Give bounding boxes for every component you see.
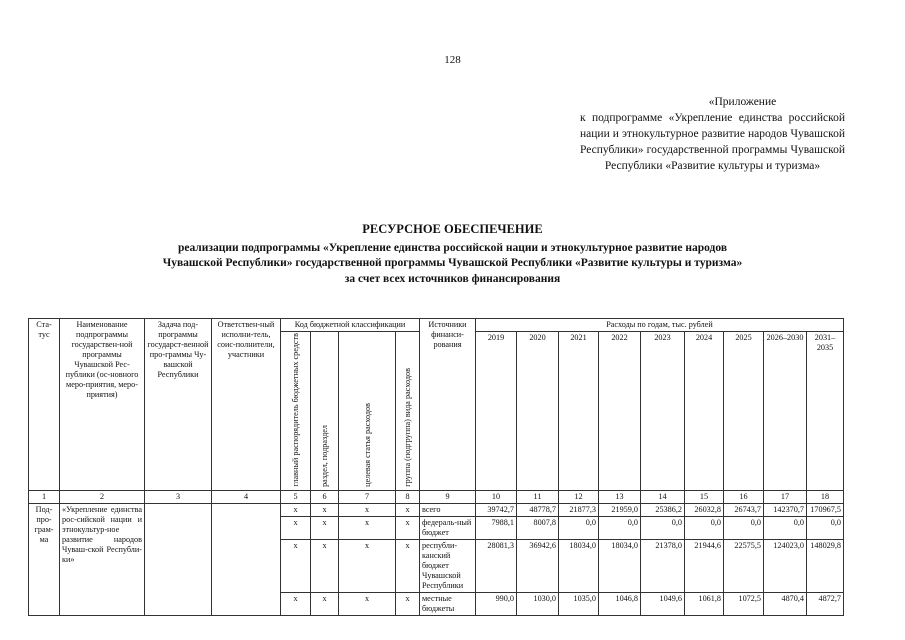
source-cell: республи-канский бюджет Чувашской Республики [420, 540, 476, 593]
value-cell: 39742,7 [476, 504, 517, 517]
col-number: 14 [641, 491, 685, 504]
value-cell: 0,0 [685, 517, 724, 540]
value-cell: 48778,7 [517, 504, 559, 517]
code-cell: x [281, 540, 311, 593]
value-cell: 36942,6 [517, 540, 559, 593]
col-number: 4 [212, 491, 281, 504]
col-number: 18 [807, 491, 844, 504]
task-cell [145, 504, 212, 616]
title-line-3: за счет всех источников финансирования [344, 272, 561, 285]
value-cell: 1046,8 [599, 593, 641, 616]
status-cell: Под-про-грам-ма [29, 504, 60, 616]
header-year: 2024 [685, 332, 724, 491]
col-number: 8 [396, 491, 420, 504]
value-cell: 124023,0 [764, 540, 807, 593]
appendix-head: «Приложение [708, 96, 777, 108]
col-number: 15 [685, 491, 724, 504]
header-responsible: Ответствен-ный исполни-тель, соис-полнители, участники [212, 319, 281, 491]
col-number: 11 [517, 491, 559, 504]
code-cell: x [281, 504, 311, 517]
column-number-row [29, 491, 844, 504]
title-line-2: Чувашской Республики» государственной программы Чувашской Республики «Развитие культуры и туризма» [162, 257, 743, 269]
value-cell: 1049,6 [641, 593, 685, 616]
col-number: 6 [311, 491, 339, 504]
code-cell: x [311, 517, 339, 540]
value-cell: 0,0 [599, 517, 641, 540]
code-cell: x [311, 504, 339, 517]
header-year: 2022 [599, 332, 641, 491]
header-year: 2023 [641, 332, 685, 491]
value-cell: 0,0 [559, 517, 599, 540]
header-expenses: Расходы по годам, тыс. рублей [476, 319, 844, 332]
header-code-section [311, 332, 339, 491]
document-title [40, 222, 865, 287]
code-cell: x [339, 504, 396, 517]
value-cell: 21959,0 [599, 504, 641, 517]
code-cell: x [339, 593, 396, 616]
code-article-label: целевая статья расходов [362, 402, 372, 487]
code-group-label: группа (подгруппа) вида расходов [403, 367, 412, 487]
header-name: Наименование подпрограммы государствен-ной программы Чувашской Рес-публики (ос-новного меро-приятия, меро-приятия) [60, 319, 145, 491]
header-year: 2025 [724, 332, 764, 491]
appendix-body: к подпрограмме «Укрепление единства российской нации и этнокультурное развитие народов Чувашской Республики» государственной программы Чувашской Республики «Развитие культуры и туризма» [580, 112, 845, 172]
code-cell: x [396, 517, 420, 540]
value-cell: 1061,8 [685, 593, 724, 616]
header-status: Ста-тус [29, 319, 60, 491]
header-year: 2031–2035 [807, 332, 844, 491]
value-cell: 18034,0 [559, 540, 599, 593]
header-sources: Источники финанси-рования [420, 319, 476, 491]
col-number: 16 [724, 491, 764, 504]
value-cell: 21944,6 [685, 540, 724, 593]
source-cell: федераль-ный бюджет [420, 517, 476, 540]
value-cell: 4870,4 [764, 593, 807, 616]
value-cell: 25386,2 [641, 504, 685, 517]
source-cell: всего [420, 504, 476, 517]
header-budget-code: Код бюджетной классификации [281, 319, 420, 332]
value-cell: 0,0 [764, 517, 807, 540]
col-number: 13 [599, 491, 641, 504]
code-cell: x [281, 593, 311, 616]
code-cell: x [311, 540, 339, 593]
value-cell: 148029,8 [807, 540, 844, 593]
header-task: Задача под-программы государст-венной про-граммы Чу-вашской Республики [145, 319, 212, 491]
code-cell: x [396, 540, 420, 593]
value-cell: 22575,5 [724, 540, 764, 593]
title-line-1: реализации подпрограммы «Укрепление единства российской нации и этнокультурное развитие народов [177, 241, 728, 254]
col-number: 12 [559, 491, 599, 504]
code-cell: x [396, 504, 420, 517]
source-cell: местные бюджеты [420, 593, 476, 616]
code-cell: x [339, 517, 396, 540]
value-cell: 170967,5 [807, 504, 844, 517]
header-year: 2026–2030 [764, 332, 807, 491]
value-cell: 0,0 [724, 517, 764, 540]
col-number: 3 [145, 491, 212, 504]
code-cell: x [281, 517, 311, 540]
subprogram-name-cell: «Укрепление единства рос-сийской нации и этнокультур-ное развитие народов Чуваш-ской Республи-ки» [60, 504, 145, 616]
col-number: 5 [281, 491, 311, 504]
code-cell: x [339, 540, 396, 593]
value-cell: 21378,0 [641, 540, 685, 593]
value-cell: 18034,0 [599, 540, 641, 593]
header-year: 2019 [476, 332, 517, 491]
value-cell: 0,0 [807, 517, 844, 540]
value-cell: 7988,1 [476, 517, 517, 540]
value-cell: 1035,0 [559, 593, 599, 616]
value-cell: 26032,8 [685, 504, 724, 517]
table-row [29, 504, 844, 517]
header-code-article [339, 332, 396, 491]
col-number: 1 [29, 491, 60, 504]
page-number: 128 [444, 54, 461, 66]
col-number: 9 [420, 491, 476, 504]
header-code-manager [281, 332, 311, 491]
header-year: 2021 [559, 332, 599, 491]
title-main: РЕСУРСНОЕ ОБЕСПЕЧЕНИЕ [362, 222, 543, 236]
code-cell: x [311, 593, 339, 616]
value-cell: 142370,7 [764, 504, 807, 517]
col-number: 7 [339, 491, 396, 504]
value-cell: 990,0 [476, 593, 517, 616]
value-cell: 1030,0 [517, 593, 559, 616]
value-cell: 1072,5 [724, 593, 764, 616]
value-cell: 8007,8 [517, 517, 559, 540]
code-manager-label: главный распорядитель бюджетных средств [291, 333, 300, 487]
col-number: 10 [476, 491, 517, 504]
value-cell: 21877,3 [559, 504, 599, 517]
header-code-group [396, 332, 420, 491]
code-cell: x [396, 593, 420, 616]
code-section-label: раздел, подраздел [320, 424, 329, 487]
responsible-cell [212, 504, 281, 616]
value-cell: 0,0 [641, 517, 685, 540]
value-cell: 26743,7 [724, 504, 764, 517]
resource-table [28, 318, 844, 616]
col-number: 17 [764, 491, 807, 504]
value-cell: 28081,3 [476, 540, 517, 593]
col-number: 2 [60, 491, 145, 504]
value-cell: 4872,7 [807, 593, 844, 616]
header-row-1 [29, 319, 844, 332]
appendix-note [580, 94, 845, 174]
header-year: 2020 [517, 332, 559, 491]
